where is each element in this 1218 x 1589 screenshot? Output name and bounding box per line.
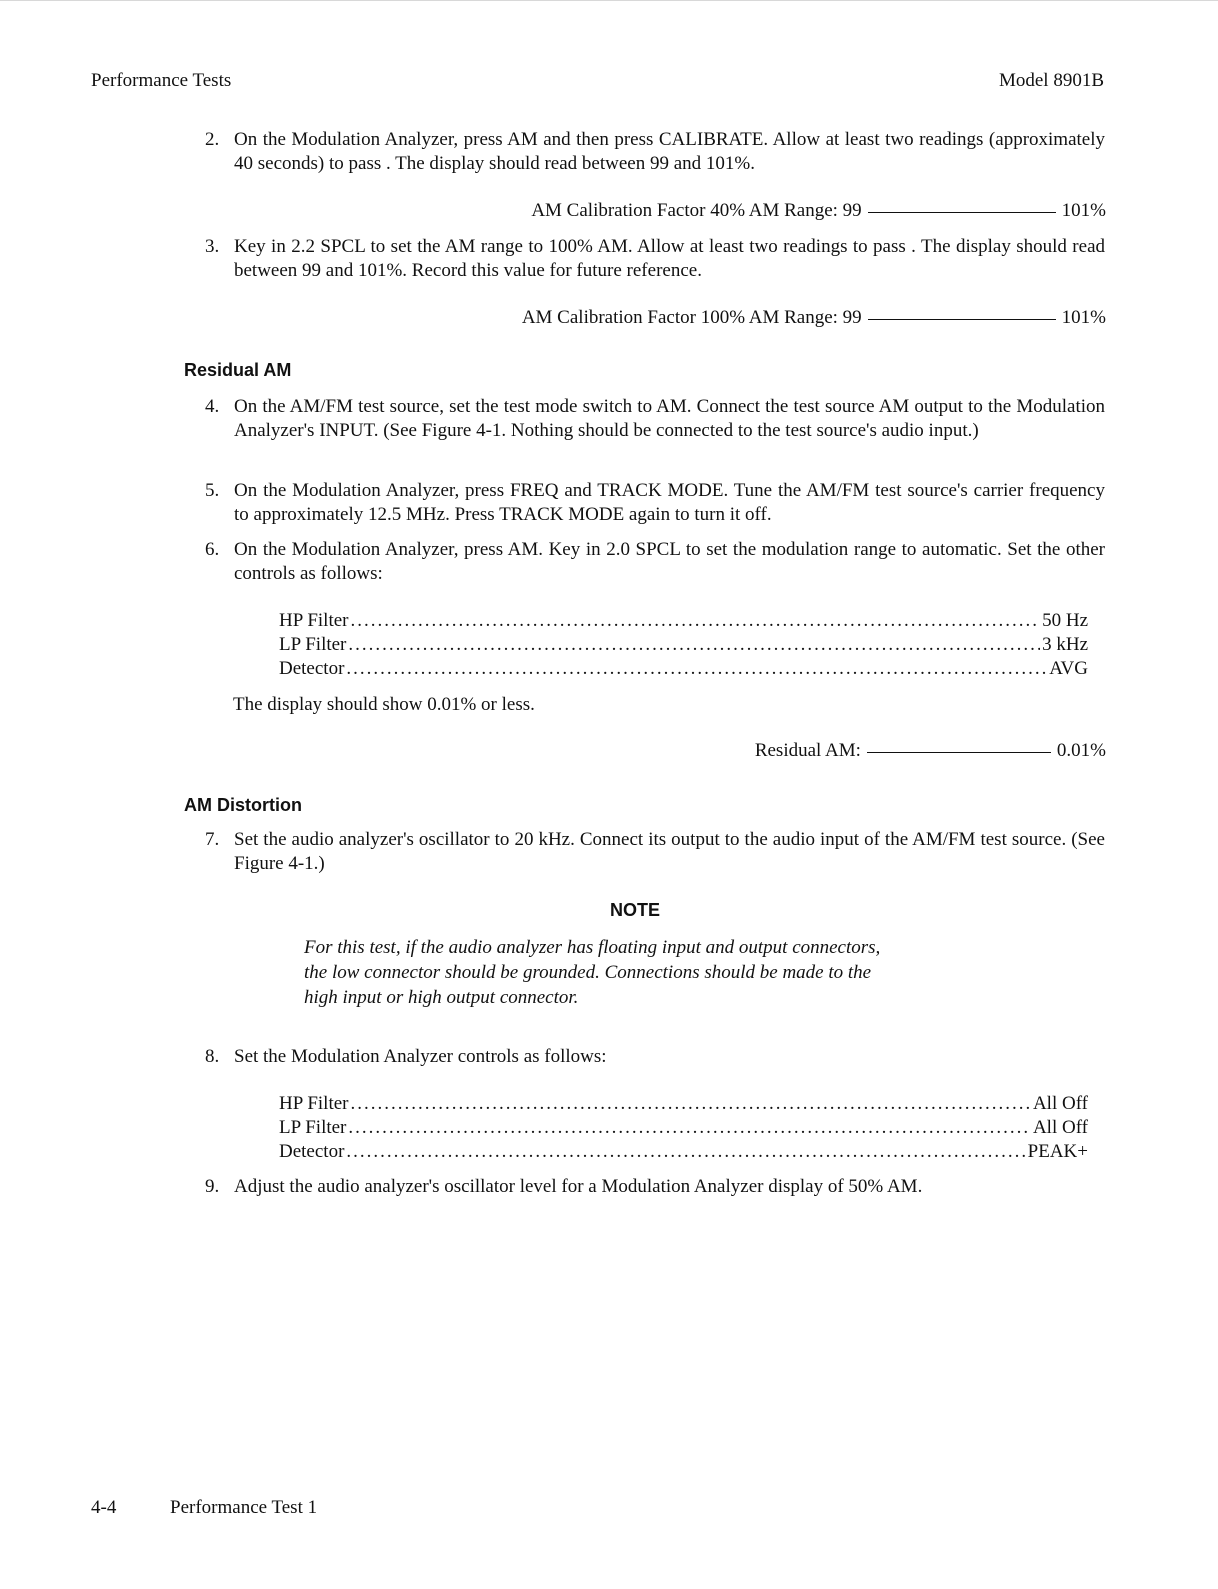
note-body xyxy=(304,935,984,1010)
setting-row xyxy=(279,609,1088,633)
step-text: On the AM/FM test source, set the test mode switch to AM. Connect the test source AM output to the Modulation Analyzer's INPUT. (See Figure 4-1. Nothing should be connected to the test source's audio input.) xyxy=(234,396,1105,441)
setting-value: AVG xyxy=(1049,658,1088,679)
step-text: Set the audio analyzer's oscillator to 20 kHz. Connect its output to the audio input of the AM/FM test source. (See Figure 4-1.) xyxy=(234,829,1105,874)
note-line: high input or high output connector. xyxy=(304,987,579,1008)
note-line: the low connector should be grounded. Connections should be made to the xyxy=(304,962,872,983)
step-2 xyxy=(205,128,1105,176)
setting-label: LP Filter xyxy=(279,1117,347,1138)
record-blank-line xyxy=(867,751,1051,753)
control-settings-distortion xyxy=(279,1092,1088,1164)
step-5 xyxy=(205,479,1105,527)
setting-label: HP Filter xyxy=(279,1093,349,1114)
setting-value: All Off xyxy=(1032,1117,1088,1138)
step-text: On the Modulation Analyzer, press AM and then press CALIBRATE. Allow at least two readings (approximately 40 seconds) to pass . The display should read between 99 and 101%. xyxy=(234,129,1105,174)
section-heading-am-distortion: AM Distortion xyxy=(184,795,302,815)
step-number: 6. xyxy=(205,539,220,560)
record-value: 101% xyxy=(1061,200,1106,221)
setting-row xyxy=(279,1092,1088,1116)
step-number: 2. xyxy=(205,129,220,150)
record-residual-am xyxy=(755,740,1106,762)
step-number: 3. xyxy=(205,236,220,257)
record-am-cal-100 xyxy=(522,307,1106,329)
setting-value: 3 kHz xyxy=(1042,634,1088,655)
setting-row xyxy=(279,657,1088,681)
step-number: 8. xyxy=(205,1046,220,1067)
running-header-left: Performance Tests xyxy=(91,70,232,91)
record-value: 0.01% xyxy=(1056,740,1106,761)
top-rule xyxy=(0,0,1218,1)
step-3 xyxy=(205,235,1105,283)
step-7 xyxy=(205,828,1105,876)
setting-row xyxy=(279,1140,1088,1164)
record-blank-line xyxy=(868,211,1056,213)
setting-row xyxy=(279,1116,1088,1140)
step-text: On the Modulation Analyzer, press FREQ and TRACK MODE. Tune the AM/FM test source's carrier frequency to approximately 12.5 MHz. Press TRACK MODE again to turn it off. xyxy=(234,480,1105,525)
record-label: Residual AM: xyxy=(754,740,861,761)
step-text: On the Modulation Analyzer, press AM. Key in 2.0 SPCL to set the modulation range to automatic. Set the other controls as follows: xyxy=(234,539,1105,584)
leader-dots xyxy=(348,633,1040,657)
record-label: AM Calibration Factor 100% AM Range: 99 xyxy=(521,307,862,328)
step-4 xyxy=(205,395,1105,443)
running-header-right: Model 8901B xyxy=(998,70,1104,91)
note-title: NOTE xyxy=(609,900,660,920)
setting-value: All Off xyxy=(1032,1093,1088,1114)
step-number: 4. xyxy=(205,396,220,417)
step-9 xyxy=(205,1175,1105,1199)
display-note: The display should show 0.01% or less. xyxy=(233,694,535,715)
note-line: For this test, if the audio analyzer has floating input and output connectors, xyxy=(304,937,881,958)
leader-dots xyxy=(346,1140,1025,1164)
step-6 xyxy=(205,538,1105,586)
section-heading-residual-am: Residual AM xyxy=(184,360,292,380)
step-text: Set the Modulation Analyzer controls as follows: xyxy=(234,1046,607,1067)
setting-label: Detector xyxy=(279,1141,345,1162)
step-text: Adjust the audio analyzer's oscillator level for a Modulation Analyzer display of 50% AM. xyxy=(234,1176,923,1197)
setting-row xyxy=(279,633,1088,657)
step-number: 9. xyxy=(205,1176,220,1197)
step-number: 5. xyxy=(205,480,220,501)
control-settings-residual xyxy=(279,609,1088,681)
leader-dots xyxy=(346,657,1047,681)
setting-label: HP Filter xyxy=(279,610,349,631)
setting-value: PEAK+ xyxy=(1027,1141,1088,1162)
step-number: 7. xyxy=(205,829,220,850)
setting-label: Detector xyxy=(279,658,345,679)
record-label: AM Calibration Factor 40% AM Range: 99 xyxy=(531,200,862,221)
footer-title: Performance Test 1 xyxy=(170,1497,318,1518)
leader-dots xyxy=(348,1116,1031,1140)
leader-dots xyxy=(351,609,1041,633)
setting-value: 50 Hz xyxy=(1042,610,1088,631)
leader-dots xyxy=(351,1092,1031,1116)
step-text: Key in 2.2 SPCL to set the AM range to 100% AM. Allow at least two readings to pass . The display should read between 99 and 101%. Record this value for future reference. xyxy=(234,236,1105,281)
setting-label: LP Filter xyxy=(279,634,347,655)
page-number: 4-4 xyxy=(91,1497,117,1518)
record-blank-line xyxy=(868,318,1056,320)
step-8 xyxy=(205,1045,1105,1069)
record-value: 101% xyxy=(1061,307,1106,328)
record-am-cal-40 xyxy=(531,200,1106,222)
